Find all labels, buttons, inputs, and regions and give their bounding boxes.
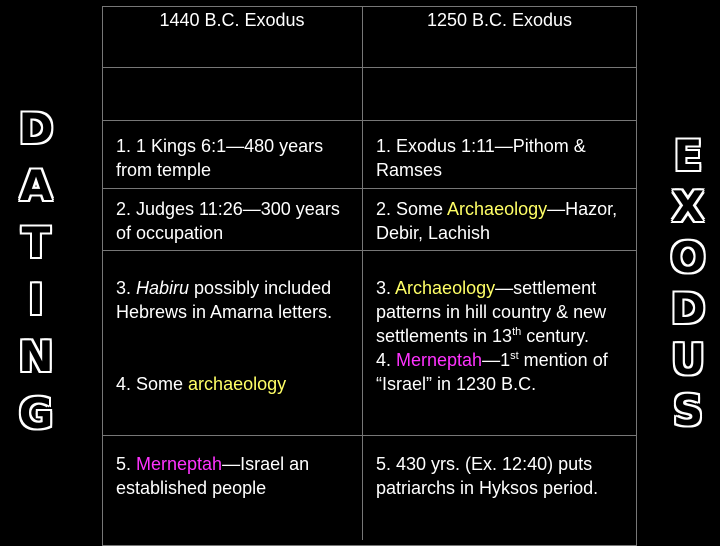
table-divider (102, 67, 637, 68)
side-letter: D (18, 104, 54, 153)
side-letter: E (673, 131, 703, 180)
table-divider (102, 250, 637, 251)
right-item-4-prefix: 4. (376, 350, 397, 370)
table-divider (102, 435, 637, 436)
table-divider (362, 6, 363, 540)
left-item-3-prefix: 3. (116, 278, 137, 298)
right-item-4-suffix: mention of “Israel” in 1230 B.C. (376, 350, 608, 394)
left-item-2: 2. Judges 11:26—300 years of occupation (116, 199, 340, 243)
merneptah-highlight: Merneptah (396, 350, 483, 370)
side-letter: D (670, 284, 706, 333)
side-letter: G (18, 389, 54, 438)
left-item-1: 1. 1 Kings 6:1—480 years from temple (116, 136, 324, 180)
side-letter: T (21, 218, 51, 267)
side-letter: X (671, 182, 705, 231)
side-letter: O (670, 233, 706, 282)
side-letter: S (672, 386, 704, 435)
left-item-5 (116, 452, 356, 500)
left-item-4-prefix: 4. Some (116, 374, 189, 394)
dating-vertical-word (14, 104, 58, 438)
header-1440-exodus: 1440 B.C. Exodus (159, 10, 305, 30)
right-item-5: 5. 430 yrs. (Ex. 12:40) puts patriarchs in Hyksos period. (376, 454, 599, 498)
right-item-2-suffix: —Hazor, Debir, Lachish (376, 199, 618, 243)
table-divider (102, 188, 637, 189)
side-letter: N (18, 332, 54, 381)
archaeology-highlight: Archaeology (447, 199, 548, 219)
right-item-3 (376, 276, 626, 396)
left-item-5-prefix: 5. (116, 454, 137, 474)
left-item-3-suffix: possibly included Hebrews in Amarna letters. (116, 278, 333, 322)
right-item-2-prefix: 2. Some (376, 199, 448, 219)
side-letter: U (670, 335, 706, 384)
left-item-5-suffix: —Israel an established people (116, 454, 310, 498)
table-divider (102, 6, 103, 540)
right-item-3-suffix: —settlement patterns in hill country & new settlements in 13 (376, 278, 607, 346)
left-item-3 (116, 276, 356, 324)
side-letter: I (28, 275, 44, 324)
superscript: st (510, 350, 519, 362)
habiru-text: Habiru (136, 278, 190, 298)
left-item-4 (116, 372, 356, 396)
right-item-4-mid: —1 (482, 350, 511, 370)
merneptah-highlight: Merneptah (136, 454, 223, 474)
exodus-vertical-word (666, 131, 710, 435)
right-item-3-end: century. (521, 326, 589, 346)
right-item-3-prefix: 3. (376, 278, 396, 298)
header-1250-exodus: 1250 B.C. Exodus (426, 10, 573, 30)
side-letter: A (19, 161, 53, 210)
superscript: th (512, 326, 522, 338)
archaeology-highlight: archaeology (188, 374, 287, 394)
archaeology-highlight: Archaeology (395, 278, 496, 298)
table-divider (102, 120, 637, 121)
right-item-2 (376, 197, 626, 245)
right-item-1: 1. Exodus 1:11—Pithom & Ramses (376, 136, 586, 180)
